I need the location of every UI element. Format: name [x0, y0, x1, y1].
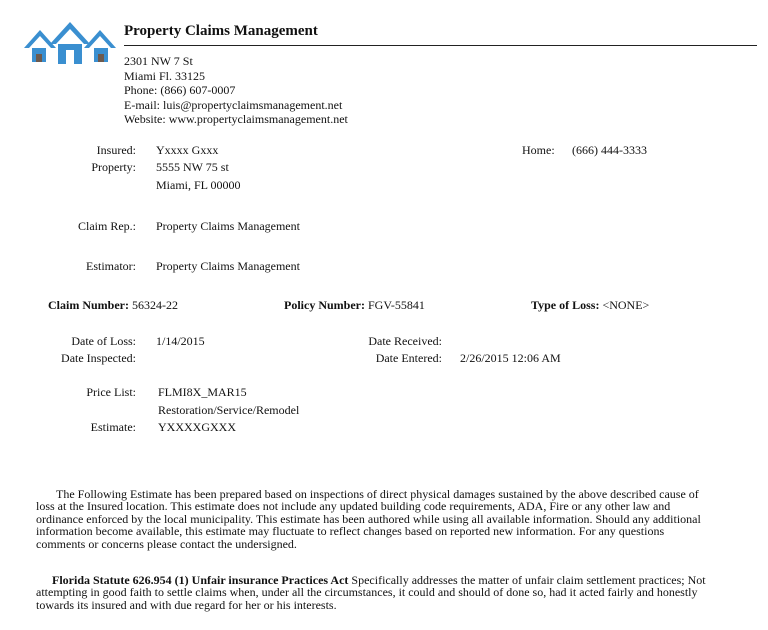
price-list-line-1: FLMI8X_MAR15 — [158, 385, 247, 399]
company-logo — [22, 18, 118, 70]
logo-house-right — [84, 30, 116, 48]
claim-number — [48, 298, 178, 313]
estimate-value: YXXXXGXXX — [158, 420, 236, 434]
claim-number-value: 56324-22 — [132, 298, 178, 312]
disclaimer-paragraph: The Following Estimate has been prepared based on inspections of direct physical damages sustained by the above described cause of loss at the Insured location. This estimate does not include any updated building code requirements, ADA, Fire or any other law and ordinance enforced by the local municipality. This estimate has been authored while using all available information. Should any additional information become available, this estimate may fluctuate to reflect changes based on reported new information. For any questions comments or concerns please contact the undersigned. — [36, 487, 701, 551]
price-list-line-2: Restoration/Service/Remodel — [158, 403, 300, 417]
statute-title: Florida Statute 626.954 (1) Unfair insurance Practices Act — [52, 573, 349, 587]
property-line-1: 5555 NW 75 st — [156, 160, 229, 174]
claim-rep-label: Claim Rep.: — [78, 219, 136, 233]
claim-rep-value: Property Claims Management — [156, 219, 300, 233]
estimator-value: Property Claims Management — [156, 259, 300, 273]
date-entered-label: Date Entered: — [375, 351, 442, 365]
statute-text: Specifically addresses the matter of unfair claim settlement practices; Not attempting in good faith to settle claims when, under all the circumstances, it could and should of done so, had it acted fairly and honestly towards its insured and with due regard for her or his interests. — [36, 573, 706, 612]
estimator-label: Estimator: — [86, 259, 136, 273]
type-of-loss-value: <NONE> — [602, 298, 650, 312]
home-value: (666) 444-3333 — [572, 143, 647, 157]
date-entered-value: 2/26/2015 12:06 AM — [460, 351, 561, 365]
website: Website: www.propertyclaimsmanagement.net — [124, 112, 348, 127]
insured-label: Insured: — [96, 143, 136, 157]
property-line-2: Miami, FL 00000 — [156, 178, 241, 192]
claim-number-label: Claim Number: — [48, 298, 129, 312]
date-inspected-label: Date Inspected: — [61, 351, 136, 365]
property-label: Property: — [91, 160, 136, 174]
company-contact — [124, 54, 348, 127]
header-divider — [124, 45, 757, 46]
date-of-loss-label: Date of Loss: — [71, 334, 136, 348]
logo-house-center — [50, 22, 90, 44]
date-received-label: Date Received: — [368, 334, 442, 348]
estimate-label: Estimate: — [90, 420, 136, 434]
address-line-2: Miami Fl. 33125 — [124, 68, 206, 83]
policy-number-value: FGV-55841 — [367, 298, 425, 312]
phone: Phone: (866) 607-0007 — [124, 83, 236, 98]
insured-value: Yxxxx Gxxx — [156, 143, 219, 157]
policy-number-label: Policy Number: — [284, 298, 365, 312]
email: E-mail: luis@propertyclaimsmanagement.net — [124, 97, 343, 112]
price-list-label: Price List: — [86, 385, 136, 399]
home-label: Home: — [522, 143, 555, 157]
type-of-loss-label: Type of Loss: — [531, 298, 600, 312]
logo-house-left — [24, 30, 56, 48]
address-line-1: 2301 NW 7 St — [124, 54, 193, 68]
company-name: Property Claims Management — [124, 23, 318, 39]
type-of-loss — [531, 298, 649, 313]
date-of-loss-value: 1/14/2015 — [156, 334, 205, 348]
statute-paragraph — [36, 574, 716, 611]
policy-number — [284, 298, 425, 313]
